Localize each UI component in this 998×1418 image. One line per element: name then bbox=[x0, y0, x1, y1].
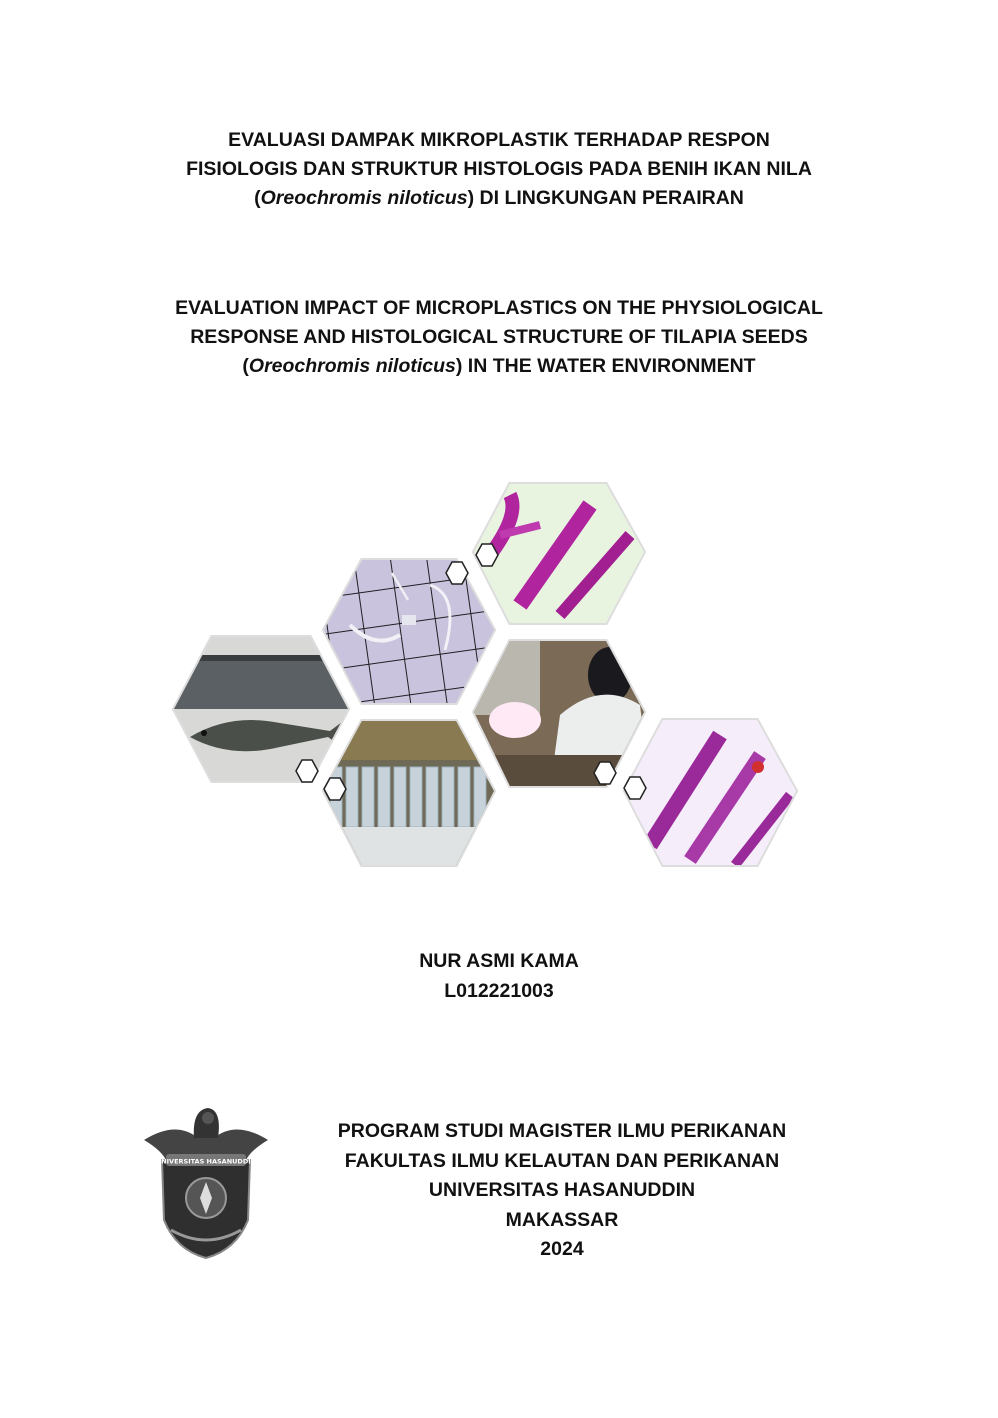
species-name: Oreochromis niloticus bbox=[248, 355, 456, 377]
city: MAKASSAR bbox=[505, 1208, 619, 1231]
title-id-line-3: (Oreochromis niloticus) DI LINGKUNGAN PERAIRAN bbox=[254, 187, 744, 209]
histology-gill-photo-1 bbox=[470, 480, 650, 630]
university-name: UNIVERSITAS HASANUDDIN bbox=[428, 1179, 696, 1201]
title-id-line-2: FISIOLOGIS DAN STRUKTUR HISTOLOGIS PADA BENIH IKAN NILA bbox=[186, 158, 812, 180]
hexagon-photo-collage bbox=[160, 475, 810, 875]
species-name: Oreochromis niloticus bbox=[260, 187, 468, 209]
water-bottles-photo bbox=[320, 715, 500, 872]
university-crest-icon bbox=[136, 1100, 276, 1265]
title-english bbox=[60, 294, 938, 381]
crest-text: UNIVERSITAS HASANUDDIN bbox=[155, 1157, 257, 1166]
histology-gill-photo-2 bbox=[620, 715, 800, 870]
author-block bbox=[0, 946, 998, 1006]
student-id: L012221003 bbox=[444, 980, 554, 1002]
title-en-line-3: (Oreochromis niloticus) IN THE WATER ENVIRONMENT bbox=[242, 355, 756, 377]
faculty-name: FAKULTAS ILMU KELAUTAN DAN PERIKANAN bbox=[344, 1149, 780, 1172]
fish-on-ruler-photo bbox=[170, 635, 350, 785]
microplastic-grid-photo bbox=[320, 555, 500, 705]
lab-researcher-photo bbox=[470, 635, 650, 790]
year: 2024 bbox=[540, 1238, 584, 1260]
title-en-line-2: RESPONSE AND HISTOLOGICAL STRUCTURE OF TILAPIA SEEDS bbox=[190, 326, 808, 348]
institution-block bbox=[312, 1117, 812, 1265]
title-indonesian bbox=[60, 126, 938, 213]
program-name: PROGRAM STUDI MAGISTER ILMU PERIKANAN bbox=[337, 1120, 787, 1142]
title-id-line-1: EVALUASI DAMPAK MIKROPLASTIK TERHADAP RESPON bbox=[228, 129, 770, 151]
title-en-line-1: EVALUATION IMPACT OF MICROPLASTICS ON THE PHYSIOLOGICAL bbox=[175, 297, 823, 319]
author-name: NUR ASMI KAMA bbox=[419, 950, 579, 972]
